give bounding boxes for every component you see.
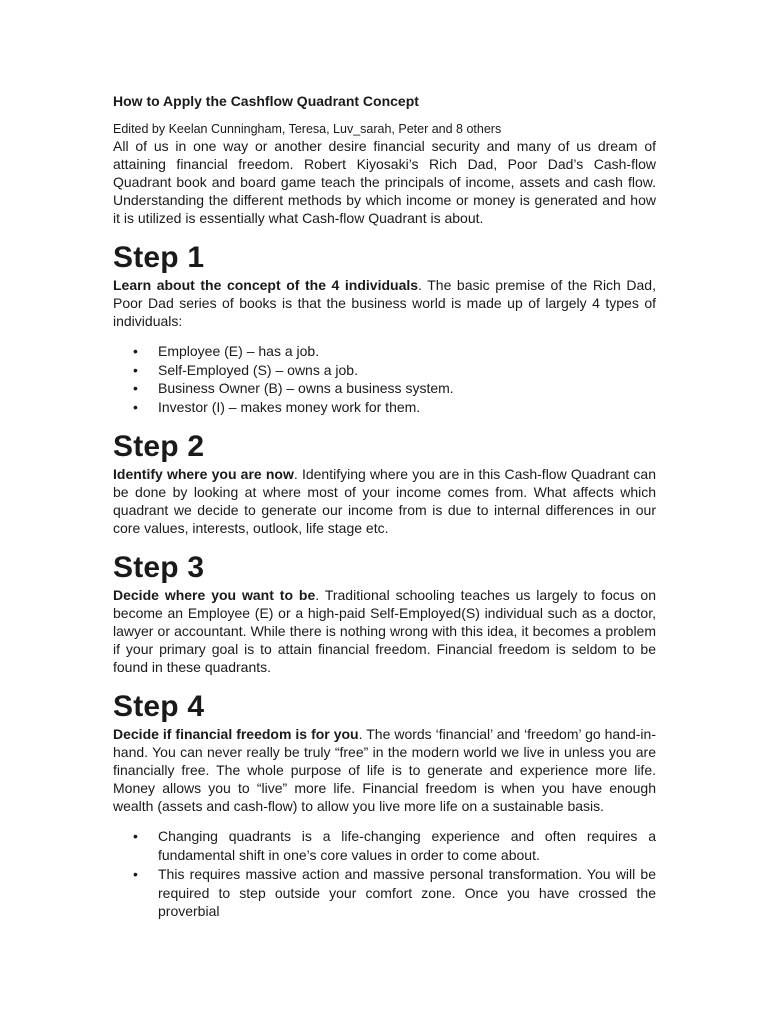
step-3-heading: Step 3 — [113, 551, 205, 584]
step-1-lead: Learn about the concept of the 4 individuals — [113, 277, 419, 293]
list-item-text: Self-Employed (S) – owns a job. — [158, 361, 358, 378]
list-item-text: Changing quadrants is a life-changing experience and often requires a fundamental shift in one’s core values in order to come about. — [158, 828, 656, 863]
list-item — [113, 827, 656, 864]
step-3-paragraph — [113, 586, 656, 676]
bullet-icon: • — [133, 398, 138, 415]
list-item — [113, 379, 656, 398]
step-4-text: . The words ‘financial’ and ‘freedom’ go hand-in-hand. You can never really be truly “free” in the modern world we live in unless you are financially free. The whole purpose of life is to generate and experience more life. Money allows you to “live” more life. Financial freedom is when you have enough wealth (assets and cash-flow) to allow you live more life on a sustainable basis. — [113, 726, 656, 814]
step-2-text: . Identifying where you are in this Cash-flow Quadrant can be done by looking at where most of your income comes from. What affects which quadrant we decide to generate our income from is due to internal differences in our core values, interests, outlook, life stage etc. — [113, 466, 657, 536]
step-3-lead: Decide where you want to be — [113, 587, 316, 603]
step-4-lead: Decide if financial freedom is for you — [113, 726, 359, 742]
list-item-text: Business Owner (B) – owns a business system. — [158, 380, 454, 396]
bullet-icon: • — [133, 361, 138, 378]
step-4-paragraph — [113, 725, 656, 815]
step-2-heading: Step 2 — [113, 430, 205, 463]
editors-line: Edited by Keelan Cunningham, Teresa, Luv_sarah, Peter and 8 others — [113, 122, 502, 136]
bullet-icon: • — [133, 866, 138, 882]
intro-paragraph: All of us in one way or another desire financial security and many of us dream of attaining financial freedom. Robert Kiyosaki’s Rich Dad, Poor Dad’s Cash-flow Quadrant book and board game teach the principals of income, assets and cash flow. Understanding the different methods by which income or money is generated and how it is utilized is essentially what Cash-flow Quadrant is about. — [113, 138, 656, 226]
list-item — [113, 398, 656, 417]
step-1-bullet-list — [113, 342, 656, 416]
bullet-icon: • — [133, 828, 138, 844]
list-item — [113, 361, 656, 380]
bullet-icon: • — [133, 343, 138, 359]
step-1-paragraph — [113, 276, 656, 330]
step-2-paragraph — [113, 465, 656, 537]
step-3-text: . Traditional schooling teaches us largely to focus on become an Employee (E) or a high-paid Self-Employed(S) individual such as a doctor, lawyer or accountant. While there is nothing wrong with this idea, it becomes a problem if your primary goal is to attain financial freedom. Financial freedom is seldom to be found in these quadrants. — [113, 587, 656, 675]
list-item — [113, 865, 656, 921]
list-item — [113, 342, 656, 361]
step-4-bullet-list — [113, 827, 656, 921]
step-1-text: . The basic premise of the Rich Dad, Poor Dad series of books is that the business world is made up of largely 4 types of individuals: — [113, 277, 656, 329]
list-item-text: This requires massive action and massive personal transformation. You will be required to step outside your comfort zone. Once you have crossed the proverbial — [158, 866, 656, 919]
list-item-text: Employee (E) – has a job. — [158, 343, 320, 359]
bullet-icon: • — [133, 380, 138, 396]
list-item-text: Investor (I) – makes money work for them. — [158, 398, 421, 415]
step-4-heading: Step 4 — [113, 690, 205, 723]
document-page — [113, 92, 656, 922]
step-1-heading: Step 1 — [113, 241, 205, 274]
document-title: How to Apply the Cashflow Quadrant Concept — [113, 93, 419, 109]
step-2-lead: Identify where you are now — [113, 466, 294, 482]
